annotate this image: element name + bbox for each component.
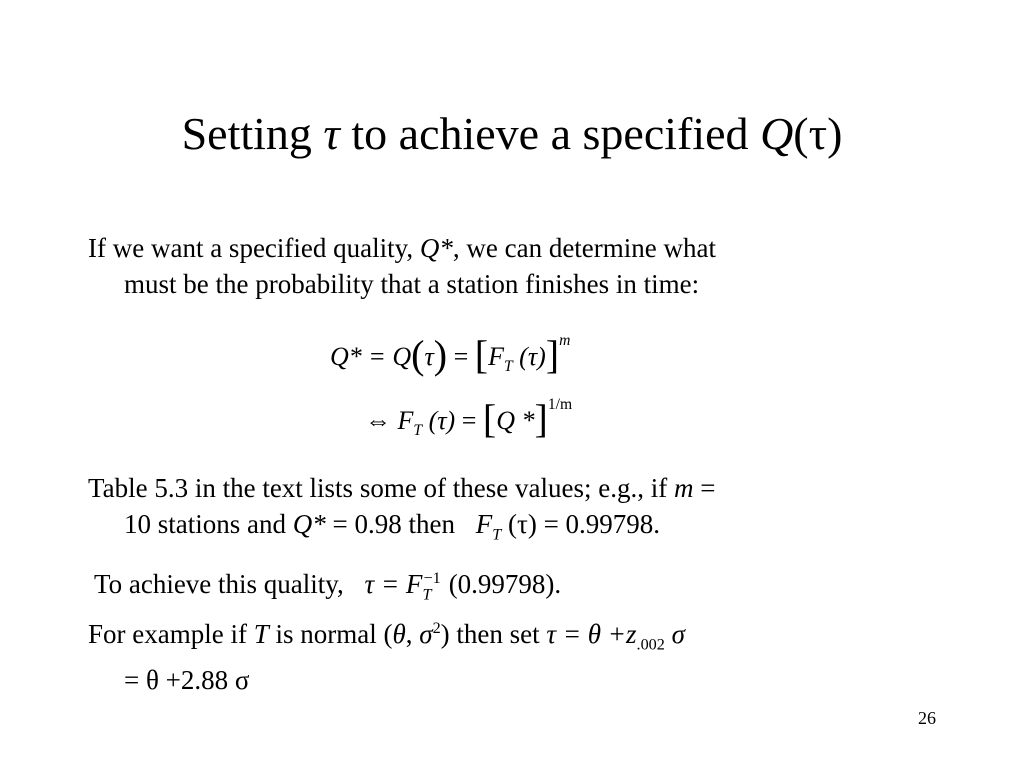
title-middle: to achieve a specified [351,108,749,159]
eq2-equals: = [461,406,477,435]
eq1-bracket-open: [ [474,332,489,377]
paragraph-example [88,610,908,698]
para4-sub: .002 [636,635,665,654]
para1-line2: must be the probability that a station finishes in time: [124,269,700,299]
eq2-bracket-close: ] [534,396,548,441]
para1-text-a: If we want a specified quality, [88,233,414,263]
para4-sup2: 2 [432,619,441,637]
para3-text: To achieve this quality, [94,569,344,599]
para2-q-star: Q* [292,509,326,539]
para2-line2-a: 10 stations and [124,509,286,539]
title-prefix: Setting [181,108,312,159]
para4-text-b: is normal ( [275,619,393,649]
para2-line2-b: = 0.98 then [332,509,455,539]
para2-m: m [673,473,694,503]
para2-inline-eq: $F_T$ (τ) = 0.99798. [475,509,661,544]
para4-theta: θ [392,619,406,649]
para1-q-star: Q* [419,233,453,263]
para4-line2: = θ +2.88 σ [124,665,250,696]
title-q: Q [760,108,794,159]
title-tail: (τ) [793,108,843,159]
paragraph-achieve [94,560,914,612]
eq1-equals: = [453,342,469,371]
equation-2 [365,392,572,440]
para3-eq-b: (0.99798). [448,569,562,599]
eq1-paren-close: ) [433,332,448,377]
para2-text-a: Table 5.3 in the text lists some of these values; e.g., if [88,473,668,503]
eq2-t-sub: T [413,422,423,440]
eq1-inner: (τ) [519,342,546,371]
para4-t: T [253,619,269,649]
eq1-bracket-close: ] [545,332,560,377]
eq2-q: Q * [496,406,535,435]
page-number: 26 [918,708,936,728]
para4-sigma2: σ [671,619,685,649]
para2-text-b: = [700,473,716,503]
eq1-lhs: Q* = Q [330,342,412,371]
para3-eq-a: τ = F [364,569,423,599]
slide-title [0,104,1024,164]
title-tau: τ [323,108,340,159]
paragraph-table [88,470,908,552]
eq2-f: F [397,406,414,435]
eq2-inner: (τ) [428,406,456,435]
paragraph-quality [88,230,908,302]
eq1-t-sub: T [503,358,513,376]
para4-text-a: For example if [88,619,247,649]
equation-1 [330,328,570,376]
eq1-paren-open: ( [411,332,425,377]
para4-eq: τ = θ +z [546,619,637,649]
eq2-sup: 1/m [547,396,573,414]
para3-eq [364,569,562,604]
para4-sigma: σ [419,619,433,649]
iff-arrow-icon: ⇔ [365,406,391,435]
para2-inline-eq-text: (τ) = 0.99798. [507,509,661,539]
para4-comma: , [405,619,413,649]
para3-sup: −1 [423,569,441,587]
eq1-f: F [488,342,504,371]
eq1-tau: τ [424,342,434,371]
eq1-m-sup: m [559,332,571,350]
para1-text-b: , we can determine what [452,233,717,263]
para3-t-sub: T [422,585,432,604]
eq2-bracket-open: [ [482,396,497,441]
para4-text-c: ) then set [440,619,540,649]
